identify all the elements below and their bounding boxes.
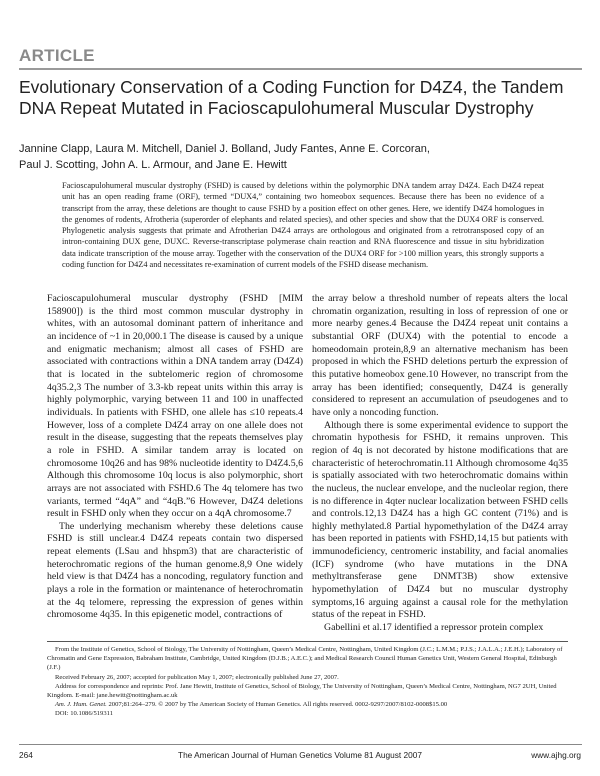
- body-column-right: [312, 293, 568, 635]
- article-label: ARTICLE: [19, 46, 95, 65]
- footnotes: [47, 645, 569, 719]
- footer-divider: [19, 744, 582, 745]
- doi-note: DOI: 10.1086/519311: [55, 710, 113, 718]
- paper-title: Evolutionary Conservation of a Coding Function for D4Z4, the Tandem DNA Repeat Mutated in Facioscapulohumeral Muscular Dystrophy: [19, 77, 564, 118]
- author-line-2: Paul J. Scotting, John A. L. Armour, and Jane E. Hewitt: [19, 158, 287, 171]
- author-line-1: Jannine Clapp, Laura M. Mitchell, Daniel J. Bolland, Judy Fantes, Anne E. Corcoran,: [19, 143, 430, 155]
- citation-note: [47, 700, 569, 709]
- body-column-left: [47, 293, 303, 622]
- footnote-divider: [47, 641, 568, 642]
- citation-journal: Am. J. Hum. Genet.: [55, 701, 107, 709]
- header-divider: [19, 68, 582, 70]
- received-note: Received February 26, 2007; accepted for publication May 1, 2007; electronically published June 27, 2007.: [55, 673, 339, 681]
- body-paragraph: the array below a threshold number of repeats alters the local chromatin organization, resulting in loss of repression of one or more nearby genes.4 Because the D4Z4 repeat unit contains a substantial ORF (DUX4) with the potential to encode a homeodomain protein,8,9 an alternative mechanism has been proposed in which the FSHD deletions perturb the expression of this putative homeobox gene.10 However, no transcript from the array has been identified; consequently, D4Z4 is generally considered to represent an accumulation of pseudogenes and to have only a noncoding function.: [312, 293, 568, 418]
- body-paragraph: Facioscapulohumeral muscular dystrophy (FSHD [MIM 158900]) is the third most common muscular dystrophy in whites, with an autosomal dominant pattern of inheritance and an incidence of ~1 in 20,000.1 The disease is caused by a unique and enigmatic mechanism; almost all cases of FSHD are associated with contractions within a DNA tandem array (D4Z4) that is located in the subtelomeric region of chromosome 4q35.2,3 The number of 3.3-kb repeat units within this array is highly polymorphic, varying between 11 and 100 in unaffected individuals. In patients with FSHD, one allele has ≤10 repeats.4 However, loss of a complete D4Z4 array on one allele does not result in the disease, suggesting that the repeats themselves play a role in FSHD. A similar tandem array is located on chromosome 10q26 and has 98% nucleotide identity to D4Z4.5,6 Although this chromosome 10q locus is also polymorphic, short arrays are not associated with FSHD.6 The 4q telomere has two variants, termed “4qA” and “4qB.”6 However, D4Z4 deletions result in FSHD only when they occur on a 4qA chromosome.7: [47, 293, 303, 520]
- abstract: Facioscapulohumeral muscular dystrophy (FSHD) is caused by deletions within the polymorphic DNA tandem array D4Z4. Each D4Z4 repeat unit has an open reading frame (ORF), termed “DUX4,” containing two homeobox sequences. Because there has been no evidence of a transcript from the array, these deletions are thought to cause FSHD by a position effect on other genes. Here, we identify D4Z4 homologues in the genomes of rodents, Afrotheria (superorder of elephants and related species), and other species and show that the DUX4 ORF is conserved. Phylogenetic analysis suggests that primate and Afrotherian D4Z4 arrays are orthologous and originated from a retrotransposed copy of an intron-containing DUX gene, DUXC. Reverse-transcriptase polymerase chain reaction and RNA fluorescence and tissue in situ hybridization data indicate transcription of the mouse array. Together with the conservation of the DUX4 ORF for >100 million years, this strongly supports a coding function for D4Z4 and necessitates re-examination of current models of the FSHD disease mechanism.: [62, 181, 544, 270]
- citation-details: 2007;81:264–279. © 2007 by The American Society of Human Genetics. All rights reserved. 0002-9297/2007/8102-0008$15.00: [106, 701, 448, 709]
- journal-website-link[interactable]: www.ajhg.org: [531, 750, 581, 760]
- correspondence-note: Address for correspondence and reprints: Prof. Jane Hewitt, Institute of Genetics, School of Biology, The University of Nottingham, Queen’s Medical Centre, Nottingham, NG7 2UH, United Kingdom. E-mail: jane.hewitt@nottingham.ac.uk: [47, 682, 557, 700]
- journal-info: The American Journal of Human Genetics Volume 81 August 2007: [178, 750, 422, 760]
- body-paragraph: The underlying mechanism whereby these deletions cause FSHD is still unclear.4 D4Z4 repeats contain two dispersed repeat elements (LSau and hhspm3) that are characteristic of heterochromatic regions of the human genome.8,9 One widely held view is that D4Z4 has a noncoding, regulatory function and plays a role in the formation or maintenance of heterochromatin at the 4q telomere, repressing the expression of genes within chromosome 4q35. In this epigenetic model, contractions of: [47, 520, 303, 621]
- author-list: [19, 142, 584, 173]
- body-paragraph: Although there is some experimental evidence to support the chromatin hypothesis for FSHD, it remains unproven. This region of 4q is not decorated by histone modifications that are characteristic of heterochromatin.11 Although chromosome 4q35 is spatially associated with two heterochromatic domains within the nucleus, the nuclear envelope, and the nucleolar region, there is no difference in 4qter nuclear localization between FSHD cells and controls.12,13 D4Z4 has a high GC content (71%) and is highly methylated.8 Partial hypomethylation of the D4Z4 array has been reported in patients with FSHD,14,15 but patients with immunodeficiency, centromeric instability, and facial anomalies (ICF) syndrome (who have mutations in the DNA methyltransferase gene DNMT3B) show extensive hypomethylation of D4Z4 but no muscular dystrophy symptoms,16 arguing against a causal role for the methylation status of the repeat in FSHD.: [312, 419, 568, 621]
- body-paragraph: Gabellini et al.17 identified a repressor protein complex: [324, 622, 544, 634]
- affiliations-note: From the Institute of Genetics, School of Biology, The University of Nottingham, Queen’s Medical Centre, Nottingham, United Kingdom (J.C.; L.M.M.; P.J.S.; J.A.L.A.; J.E.H.); Laboratory of Chromatin and Gene Expression, Babraham Institute, Cambridge, United Kingdom (D.J.B.; A.E.C.); and Medical Research Council Human Genetics Unit, Western General Hospital, Edinburgh (J.F.): [47, 646, 563, 672]
- page-number: 264: [19, 750, 33, 760]
